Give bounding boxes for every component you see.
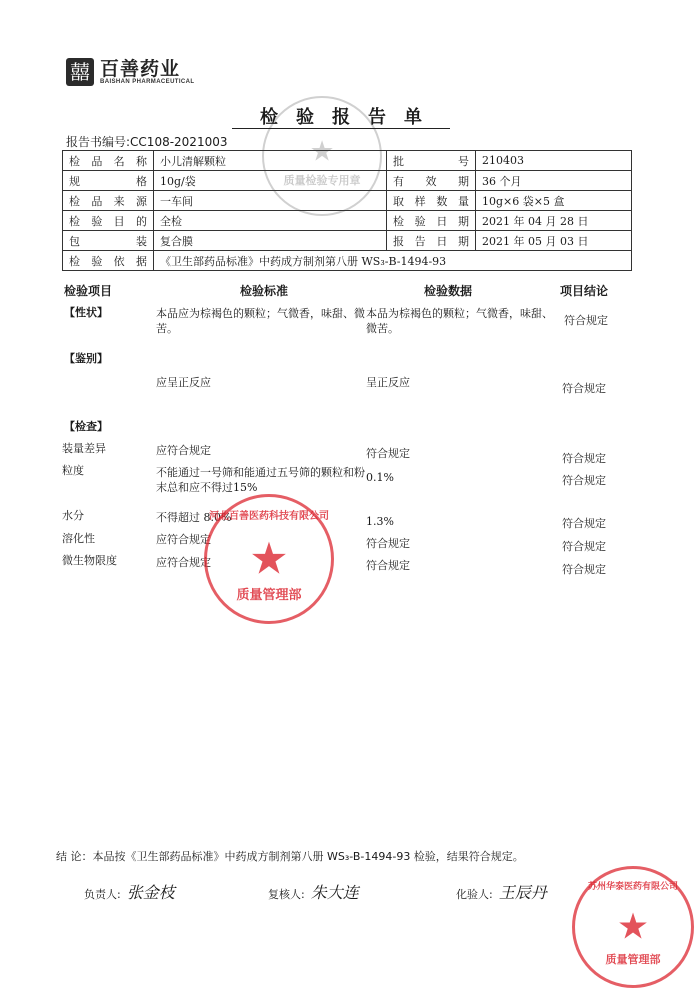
check-result: 符合规定 (562, 452, 606, 465)
name-value: 小儿清解颗粒 (154, 151, 387, 171)
check-item: 水分 (62, 509, 84, 522)
conclusion-text: 结 论：本品按《卫生部药品标准》中药成方制剂第八册 WS₃-B-1494-93 检验，结果符合规定。 (56, 850, 524, 863)
seal-star-icon: ★ (309, 134, 335, 168)
check-result: 符合规定 (562, 540, 606, 553)
check-standard: 不能通过一号筛和能通过五号筛的颗粒和粉末总和应不得过15% (156, 466, 365, 494)
company-name-cn: 百善药业 (100, 58, 181, 80)
check-result: 符合规定 (562, 474, 606, 487)
identify-standard: 应呈正反应 (156, 376, 211, 389)
purpose-label: 检验目的 (63, 211, 154, 231)
logo-mark-icon: 囍 (66, 58, 94, 86)
check-standard: 不得超过 8.0% (156, 511, 232, 524)
section-character: 【性状】 (64, 306, 108, 319)
character-data: 本品为棕褐色的颗粒；气微香，味甜、微苦。 (366, 307, 553, 335)
check-data: 符合规定 (366, 559, 410, 572)
sample-label: 取样数量 (387, 191, 476, 211)
report-date-label: 报告日期 (387, 231, 476, 251)
test-date-value: 2021 年 04 月 28 日 (476, 211, 632, 231)
check-result: 符合规定 (562, 563, 606, 576)
column-header-item: 检验项目 (64, 284, 113, 298)
column-header-conclusion: 项目结论 (560, 284, 609, 298)
check-data: 0.1% (366, 471, 394, 484)
check-result: 符合规定 (562, 517, 606, 530)
company-logo (66, 58, 194, 86)
check-standard: 应符合规定 (156, 556, 211, 569)
character-result: 符合规定 (564, 314, 608, 327)
check-data: 1.3% (366, 515, 394, 528)
check-item: 微生物限度 (62, 554, 117, 567)
batch-value: 210403 (476, 151, 632, 171)
validity-value: 36 个月 (476, 171, 632, 191)
sample-value: 10g×6 袋×5 盒 (476, 191, 632, 211)
report-number: 报告书编号:CC108-2021003 (66, 135, 228, 149)
signature-reviewer: 复核人: 朱大连 (268, 883, 359, 902)
section-check: 【检查】 (64, 420, 108, 433)
quality-seal-watermark: ★ 质量检验专用章 (262, 96, 382, 216)
corner-stamp-star-icon: ★ (616, 906, 650, 948)
identify-result: 符合规定 (562, 382, 606, 395)
signature-tester: 化验人: 王辰丹 (456, 883, 547, 902)
page-title: 检验报告单 (260, 107, 440, 128)
report-date-value: 2021 年 05 月 03 日 (476, 231, 632, 251)
stamp-star-icon: ★ (249, 533, 289, 585)
spec-label: 规格 (63, 171, 154, 191)
validity-label: 有效期 (387, 171, 476, 191)
check-item: 装量差异 (62, 442, 106, 455)
signature-responsible: 负责人: 张金枝 (84, 883, 175, 902)
check-item: 溶化性 (62, 532, 95, 545)
batch-label: 批号 (387, 151, 476, 171)
character-standard: 本品应为棕褐色的颗粒；气微香，味甜、微苦。 (156, 307, 365, 335)
package-value: 复合膜 (154, 231, 387, 251)
company-name-en: BAISHAN PHARMACEUTICAL (100, 79, 195, 85)
quality-department-stamp: ★ 河北百善医药科技有限公司 质量管理部 (204, 494, 334, 624)
column-header-standard: 检验标准 (240, 284, 289, 298)
corner-company-stamp: ★ 苏州华泰医药有限公司 质量管理部 (572, 866, 694, 988)
basis-label: 检验依据 (63, 251, 154, 271)
info-table (62, 150, 632, 271)
basis-value: 《卫生部药品标准》中药成方制剂第八册 WS₃-B-1494-93 (154, 251, 632, 271)
test-date-label: 检验日期 (387, 211, 476, 231)
name-label: 检品名称 (63, 151, 154, 171)
check-standard: 应符合规定 (156, 533, 211, 546)
section-identify: 【鉴别】 (64, 352, 108, 365)
spec-value: 10g/袋 (154, 171, 387, 191)
check-data: 符合规定 (366, 447, 410, 460)
title-underline (232, 128, 450, 129)
identify-data: 呈正反应 (366, 376, 410, 389)
check-item: 粒度 (62, 464, 84, 477)
source-value: 一车间 (154, 191, 387, 211)
column-header-data: 检验数据 (424, 284, 473, 298)
check-data: 符合规定 (366, 537, 410, 550)
check-standard: 应符合规定 (156, 444, 211, 457)
package-label: 包装 (63, 231, 154, 251)
purpose-value: 全检 (154, 211, 387, 231)
source-label: 检品来源 (63, 191, 154, 211)
